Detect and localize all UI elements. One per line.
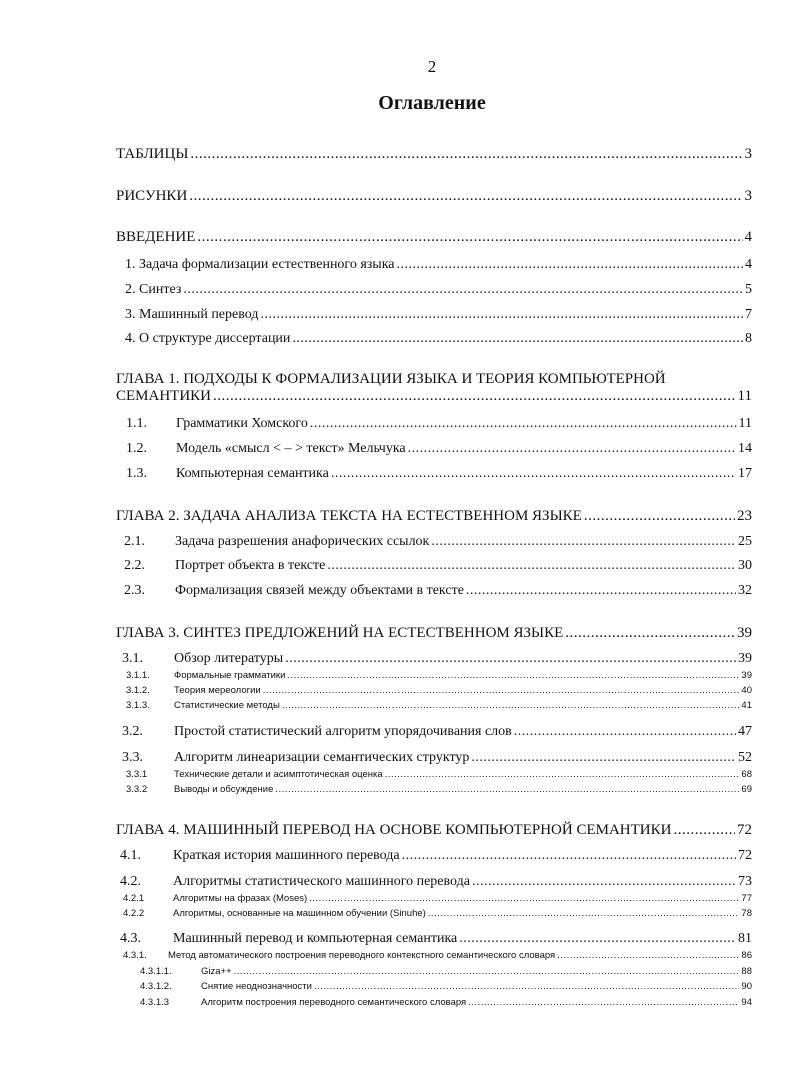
section-number: 4.3.1. — [123, 950, 147, 961]
dot-leader — [408, 441, 736, 457]
toc-page-number: 69 — [741, 784, 752, 795]
toc-page-number: 47 — [738, 724, 752, 739]
dot-leader — [466, 583, 736, 599]
toc-entry-label: ГЛАВА 3. СИНТЕЗ ПРЕДЛОЖЕНИЙ НА ЕСТЕСТВЕННОМ ЯЗЫКЕ — [116, 625, 564, 641]
page-number: 2 — [427, 57, 437, 76]
toc-page-number: 3 — [744, 146, 752, 162]
toc-entry-label: ВВЕДЕНИЕ — [116, 229, 196, 245]
toc-page-number: 90 — [741, 981, 752, 992]
dot-leader — [514, 724, 736, 740]
dot-leader — [673, 822, 735, 839]
toc-page-number: 81 — [738, 931, 752, 946]
toc-entry-1-2[interactable] — [126, 441, 752, 457]
toc-entry-label: ГЛАВА 1. ПОДХОДЫ К ФОРМАЛИЗАЦИИ ЯЗЫКА И ТЕОРИЯ КОМПЬЮТЕРНОЙ — [116, 371, 666, 387]
dot-leader — [331, 466, 736, 482]
toc-entry-label: Алгоритмы на фразах (Moses) — [173, 893, 308, 904]
toc-entry-chapter-3[interactable] — [116, 625, 752, 642]
section-number: 4.3.1.1. — [140, 966, 172, 977]
toc-page-number: 23 — [737, 508, 752, 524]
toc-page-number: 40 — [741, 685, 752, 696]
dot-leader — [190, 146, 742, 163]
toc-entry-label: 4. О структуре диссертации — [125, 331, 291, 346]
toc-entry-chapter-4[interactable] — [116, 822, 752, 839]
toc-entry-label: Формализация связей между объектами в тексте — [175, 583, 464, 598]
toc-page-number: 39 — [738, 651, 752, 666]
toc-page-number: 39 — [741, 670, 752, 681]
toc-entry-4-2[interactable] — [120, 874, 752, 890]
toc-entry-4-3-1-3[interactable] — [140, 997, 752, 1008]
dot-leader — [557, 950, 739, 961]
toc-entry-label: Краткая история машинного перевода — [173, 848, 400, 863]
toc-page-number: 86 — [741, 950, 752, 961]
dot-leader — [584, 508, 735, 525]
toc-page-number: 3 — [744, 188, 752, 204]
dot-leader — [292, 331, 743, 347]
toc-page-number: 17 — [738, 466, 752, 481]
dot-leader — [309, 893, 739, 904]
toc-entry-label: Giza++ — [201, 966, 232, 977]
toc-entry-label: РИСУНКИ — [116, 188, 188, 204]
toc-entry-label: Машинный перевод и компьютерная семантика — [173, 931, 458, 946]
section-number: 3.1. — [122, 651, 143, 666]
toc-entry-label: Снятие неоднозначности — [201, 981, 312, 992]
toc-entry-label: Выводы и обсуждение — [174, 784, 274, 795]
toc-entry-label: Алгоритм построения переводного семантического словаря — [201, 997, 467, 1008]
toc-page-number: 4 — [745, 257, 752, 272]
toc-entry-label: Алгоритм линеаризации семантических структур — [174, 750, 470, 765]
section-number: 3.3.2 — [126, 784, 148, 795]
toc-entry-1-3[interactable] — [126, 466, 752, 482]
dot-leader — [397, 257, 743, 273]
toc-entry-figures[interactable] — [116, 188, 752, 205]
toc-entry-label: Формальные грамматики — [174, 670, 286, 681]
toc-entry-label: Обзор литературы — [174, 651, 284, 666]
toc-entry-1-1[interactable] — [126, 416, 752, 432]
section-number: 2.3. — [124, 583, 145, 598]
dot-leader — [285, 651, 736, 667]
toc-entry-intro[interactable] — [116, 229, 752, 246]
section-number: 1.2. — [126, 441, 147, 456]
toc-entry-label: ГЛАВА 2. ЗАДАЧА АНАЛИЗА ТЕКСТА НА ЕСТЕСТВЕННОМ ЯЗЫКЕ — [116, 508, 582, 524]
dot-leader — [282, 700, 740, 711]
dot-leader — [260, 307, 743, 323]
toc-page-number: 77 — [741, 893, 752, 904]
section-number: 3.1.1. — [126, 670, 150, 681]
section-number: 4.2.2 — [123, 908, 145, 919]
dot-leader — [197, 229, 742, 246]
toc-page-number: 14 — [738, 441, 752, 456]
dot-leader — [428, 908, 740, 919]
toc-page-number: 94 — [741, 997, 752, 1008]
toc-page-number: 11 — [737, 388, 752, 404]
toc-entry-4-3-1[interactable] — [123, 950, 752, 961]
dot-leader — [287, 670, 739, 681]
dot-leader — [275, 784, 739, 795]
section-number: 3.1.2. — [126, 685, 150, 696]
toc-page-number: 7 — [745, 307, 752, 322]
toc-page-number: 25 — [738, 534, 752, 549]
toc-entry-chapter-2[interactable] — [116, 508, 752, 525]
toc-page-number: 4 — [744, 229, 752, 245]
dot-leader — [234, 966, 740, 977]
toc-entry-3-3-2[interactable] — [126, 784, 752, 795]
section-number: 1.1. — [126, 416, 147, 431]
dot-leader — [385, 769, 740, 780]
toc-entry-intro-3[interactable] — [125, 307, 752, 323]
section-number: 4.2.1 — [123, 893, 145, 904]
toc-entry-label: Задача разрешения анафорических ссылок — [175, 534, 430, 549]
toc-page-number: 5 — [745, 282, 752, 297]
toc-entry-chapter-1[interactable] — [116, 371, 752, 405]
toc-page-number: 68 — [741, 769, 752, 780]
dot-leader — [402, 848, 736, 864]
toc-entry-intro-4[interactable] — [125, 331, 752, 347]
toc-entry-3-1-1[interactable] — [126, 670, 752, 681]
toc-entry-label: Алгоритмы статистического машинного перевода — [173, 874, 470, 889]
section-number: 2.1. — [124, 534, 145, 549]
section-number: 3.1.3. — [126, 700, 150, 711]
dot-leader — [314, 981, 739, 992]
toc-entry-2-3[interactable] — [124, 583, 752, 599]
toc-entry-3-3[interactable] — [122, 750, 752, 766]
dot-leader — [213, 388, 736, 405]
toc-page-number: 11 — [738, 416, 752, 431]
section-number: 4.1. — [120, 848, 141, 863]
section-number: 3.3.1 — [126, 769, 148, 780]
section-number: 1.3. — [126, 466, 147, 481]
dot-leader — [310, 416, 737, 432]
dot-leader — [471, 750, 736, 766]
section-number: 2.2. — [124, 558, 145, 573]
toc-entry-intro-2[interactable] — [125, 282, 752, 298]
toc-page-number: 78 — [741, 908, 752, 919]
toc-entry-label: Метод автоматического построения переводного контекстного семантического словаря — [168, 950, 556, 961]
toc-entry-label: 2. Синтез — [125, 282, 182, 297]
toc-entry-4-1[interactable] — [120, 848, 752, 864]
toc-entry-label: 3. Машинный перевод — [125, 307, 259, 322]
toc-entry-3-3-1[interactable] — [126, 769, 752, 780]
toc-page-number: 8 — [745, 331, 752, 346]
toc-entry-4-3[interactable] — [120, 931, 752, 947]
toc-entry-label: Простой статистический алгоритм упорядочивания слов — [174, 724, 512, 739]
toc-entry-3-1-3[interactable] — [126, 700, 752, 711]
dot-leader — [183, 282, 743, 298]
toc-entry-4-3-1-1[interactable] — [140, 966, 752, 977]
toc-page-number: 30 — [738, 558, 752, 573]
dot-leader — [431, 534, 736, 550]
toc-page-number: 32 — [738, 583, 752, 598]
dot-leader — [459, 931, 736, 947]
toc-entry-label-cont: СЕМАНТИКИ — [116, 388, 212, 404]
toc-page-number: 88 — [741, 966, 752, 977]
toc-entry-label: ГЛАВА 4. МАШИННЫЙ ПЕРЕВОД НА ОСНОВЕ КОМПЬЮТЕРНОЙ СЕМАНТИКИ — [116, 822, 672, 838]
section-number: 4.2. — [120, 874, 141, 889]
toc-entry-intro-1[interactable] — [125, 257, 752, 273]
toc-page-number: 41 — [741, 700, 752, 711]
section-number: 4.3.1.3 — [140, 997, 170, 1008]
toc-entry-3-2[interactable] — [122, 724, 752, 740]
toc-entry-label: Алгоритмы, основанные на машинном обучении (Sinuhe) — [173, 908, 426, 919]
toc-entry-label: Модель «смысл < – > текст» Мельчука — [176, 441, 406, 456]
toc-entry-label: Портрет объекта в тексте — [175, 558, 326, 573]
toc-entry-label: Технические детали и асимптотическая оценка — [174, 769, 383, 780]
toc-entry-label: Статистические методы — [174, 700, 280, 711]
section-number: 3.2. — [122, 724, 143, 739]
toc-entry-label: Грамматики Хомского — [176, 416, 308, 431]
toc-page-number: 72 — [738, 848, 752, 863]
toc-entry-2-1[interactable] — [124, 534, 752, 550]
toc-page-number: 72 — [737, 822, 752, 838]
toc-entry-label: Компьютерная семантика — [176, 466, 329, 481]
toc-entry-4-2-2[interactable] — [123, 908, 752, 919]
section-number: 4.3.1.2. — [140, 981, 172, 992]
dot-leader — [565, 625, 735, 642]
dot-leader — [472, 874, 736, 890]
toc-entry-label: ТАБЛИЦЫ — [116, 146, 189, 162]
toc-title: Оглавление — [378, 92, 486, 114]
toc-entry-label: Теория мереологии — [174, 685, 261, 696]
toc-entry-2-2[interactable] — [124, 558, 752, 574]
dot-leader — [189, 188, 742, 205]
dot-leader — [263, 685, 740, 696]
toc-page-number: 73 — [738, 874, 752, 889]
toc-entry-3-1[interactable] — [122, 651, 752, 667]
toc-entry-label: 1. Задача формализации естественного языка — [125, 257, 395, 272]
toc-page-number: 52 — [738, 750, 752, 765]
toc-entry-3-1-2[interactable] — [126, 685, 752, 696]
section-number: 3.3. — [122, 750, 143, 765]
dot-leader — [327, 558, 736, 574]
toc-entry-4-3-1-2[interactable] — [140, 981, 752, 992]
toc-entry-4-2-1[interactable] — [123, 893, 752, 904]
toc-page-number: 39 — [737, 625, 752, 641]
section-number: 4.3. — [120, 931, 141, 946]
dot-leader — [468, 997, 739, 1008]
toc-entry-tables[interactable] — [116, 146, 752, 163]
